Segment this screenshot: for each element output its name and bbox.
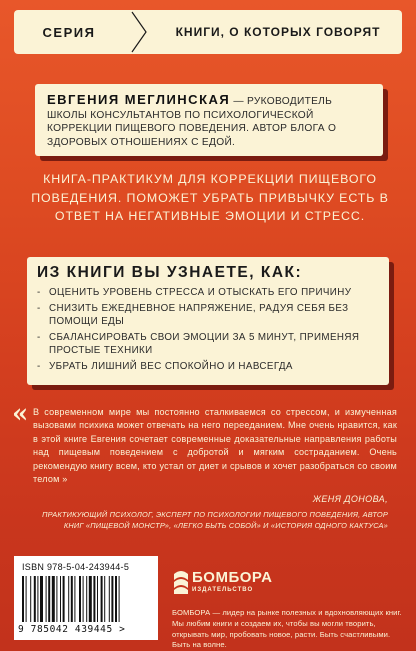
- book-lead-text: КНИГА-ПРАКТИКУМ ДЛЯ КОРРЕКЦИИ ПИЩЕВОГО ПОВЕДЕНИЯ. ПОМОЖЕТ УБРАТЬ ПРИВЫЧКУ ЕСТЬ В ОТВЕТ НА НЕГАТИВНЫЕ ЭМОЦИИ И СТРЕСС.: [31, 172, 389, 223]
- publisher-logo: [172, 566, 292, 600]
- series-label: СЕРИЯ: [42, 24, 96, 40]
- quote-author: ЖЕНЯ ДОНОВА,: [312, 494, 388, 504]
- publisher-sub: ИЗДАТЕЛЬСТВО: [192, 587, 254, 593]
- isbn-label: ISBN 978-5-04-243944-5: [22, 562, 130, 572]
- learn-heading: ИЗ КНИГИ ВЫ УЗНАЕТЕ, КАК:: [37, 264, 303, 281]
- author-bio: — РУКОВОДИТЕЛЬ ШКОЛЫ КОНСУЛЬТАНТОВ ПО ПСИХОЛОГИЧЕСКОЙ КОРРЕКЦИИ ПИЩЕВОГО ПОВЕДЕНИЯ. АВТОР БЛОГА О ЗДОРОВЫХ ОТНОШЕНИЯХ С ЕДОЙ.: [47, 96, 337, 148]
- review-quote: В современном мире мы постоянно сталкиваемся со стрессом, и измученная вызовами психика может отвечать на него перееданием. Мне очень нравится, как в этой книге Евгения сочетает современные доказательные направления работы над пищевым поведением с добротой и мягким состраданием. Очень рекомендую книгу всем, кто устал от диет и срывов и хочет разобраться со своим телом »: [33, 407, 397, 485]
- bombora-wave-icon: [172, 566, 190, 596]
- author-name: ЕВГЕНИЯ МЕГЛИНСКАЯ: [47, 92, 231, 107]
- publisher-brand: БОМБОРА: [192, 569, 273, 586]
- list-item: - СБАЛАНСИРОВАТЬ СВОИ ЭМОЦИИ ЗА 5 МИНУТ, ПРИМЕНЯЯ ПРОСТЫЕ ТЕХНИКИ: [37, 331, 379, 357]
- quote-mark: «: [12, 399, 29, 429]
- list-item: - ОЦЕНИТЬ УРОВЕНЬ СТРЕССА И ОТЫСКАТЬ ЕГО ПРИЧИНУ: [37, 286, 379, 299]
- series-title: КНИГИ, О КОТОРЫХ ГОВОРЯТ: [175, 25, 381, 39]
- barcode-digits: 9 785042 439445 >: [18, 624, 126, 635]
- barcode: [14, 556, 158, 640]
- learn-box: [27, 257, 389, 385]
- list-item: - УБРАТЬ ЛИШНИЙ ВЕС СПОКОЙНО И НАВСЕГДА: [37, 360, 379, 373]
- learn-list: [37, 286, 379, 373]
- author-box: [35, 84, 383, 156]
- quote-author-description: ПРАКТИКУЮЩИЙ ПСИХОЛОГ, ЭКСПЕРТ ПО ПСИХОЛОГИИ ПИЩЕВОГО ПОВЕДЕНИЯ, АВТОР КНИГ «ПИЩЕВОЙ МОНСТР», «ЛЕГКО БЫТЬ СОБОЙ» И «ИСТОРИЯ ОДНОГО КАКТУСА»: [42, 510, 388, 530]
- list-item: - СНИЗИТЬ ЕЖЕДНЕВНОЕ НАПРЯЖЕНИЕ, РАДУЯ СЕБЯ БЕЗ ПОМОЩИ ЕДЫ: [37, 302, 379, 328]
- barcode-bars: [20, 576, 152, 622]
- publisher-note: БОМБОРА — лидер на рынке полезных и вдохновляющих книг. Мы любим книги и создаем их, чтобы вы могли творить, открывать мир, пробовать новое, расти. Быть счастливыми. Быть на волне.: [172, 608, 402, 650]
- series-banner: [14, 10, 402, 54]
- chevron-right-icon: [124, 10, 154, 54]
